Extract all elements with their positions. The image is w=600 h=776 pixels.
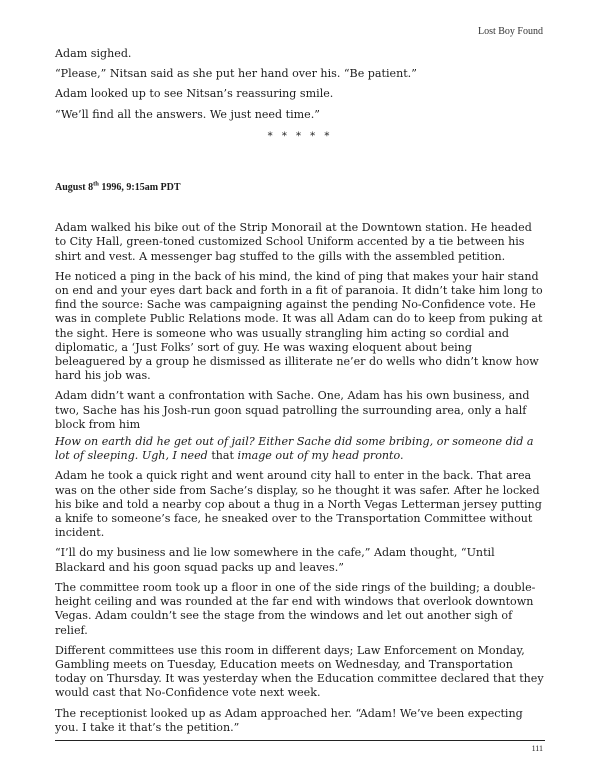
heading-time: 1996, 9:15am PDT	[98, 182, 181, 194]
thought-text: image out of my head pronto.	[234, 449, 404, 463]
paragraph: “I’ll do my business and lie low somewhere in the cafe,” Adam thought, “Until Blackard and his goon squad packs up and leaves.”	[55, 546, 495, 574]
paragraph: Adam he took a quick right and went around city hall to enter in the back. That area was on the other side from Sache’s display, so he thought it was safer. After he locked his bike and told a nearby cop about a thug in a North Vegas Letterman jersey putting a knife to someone’s face, he sneaked over to the Transportation Committee without incident.	[55, 469, 542, 540]
page-body	[55, 47, 545, 741]
paragraph: Adam walked his bike out of the Strip Monorail at the Downtown station. He headed to City Hall, green-toned customized School Uniform accented by a tie between his shirt and vest. A messenger bag stuffed to the gills with the assembled petition.	[55, 221, 532, 263]
paragraph: Adam didn’t want a confrontation with Sache. One, Adam has his own business, and two, Sache has his Josh-run goon squad patrolling the surrounding area, only a half block from him	[55, 389, 530, 431]
paragraph: Adam sighed.	[55, 47, 132, 60]
paragraph: Adam looked up to see Nitsan’s reassuring smile.	[55, 87, 334, 101]
section-heading	[55, 181, 545, 195]
paragraph: He noticed a ping in the back of his mind, the kind of ping that makes your hair stand on end and your eyes dart back and forth in a fit of paranoia. It didn’t take him long to find the source: Sache was campaigning against the pending No-Confidence vote. He was in complete Public Relations mode. It was all Adam can do to keep from puking at the sight. Here is someone who was usually strangling him acting so cordial and diplomatic, a ‘Just Folks’ sort of guy. He was waxing eloquent about being beleaguered by a group he dismissed as illiterate ne’er do wells who didn’t know how hard his job was.	[55, 269, 543, 383]
paragraph: The committee room took up a floor in one of the side rings of the building; a double-height ceiling and was rounded at the far end with windows that overlook downtown Vegas. Adam couldn’t see the stage from the windows and let out another sigh of relief.	[55, 580, 536, 637]
running-header: Lost Boy Found	[477, 26, 543, 37]
heading-ordinal-suffix: th	[93, 180, 99, 188]
scene-break: * * * * *	[267, 130, 333, 142]
paragraph: Different committees use this room in different days; Law Enforcement on Monday, Gambling meets on Tuesday, Education meets on Wednesday, and Transportation today on Thursday. It was yesterday when the Education committee declared that they would cast that No-Confidence vote next week.	[55, 643, 544, 700]
inner-thought	[55, 435, 545, 463]
paragraph: The receptionist looked up as Adam approached her. “Adam! We’ve been expecting you. I take it that’s the petition.”	[55, 706, 523, 734]
thought-emphasis: that	[211, 449, 234, 463]
paragraph: “Please,” Nitsan said as she put her hand over his. “Be patient.”	[55, 67, 417, 81]
page-number: 111	[531, 744, 543, 753]
thought-text: How on earth did he get out of jail? Either Sache did some bribing, or someone did a lot of sleeping. Ugh, I need	[55, 435, 534, 463]
heading-date: August 8	[55, 182, 94, 194]
paragraph: “We’ll find all the answers. We just need time.”	[55, 107, 320, 121]
footer-rule	[55, 740, 545, 741]
